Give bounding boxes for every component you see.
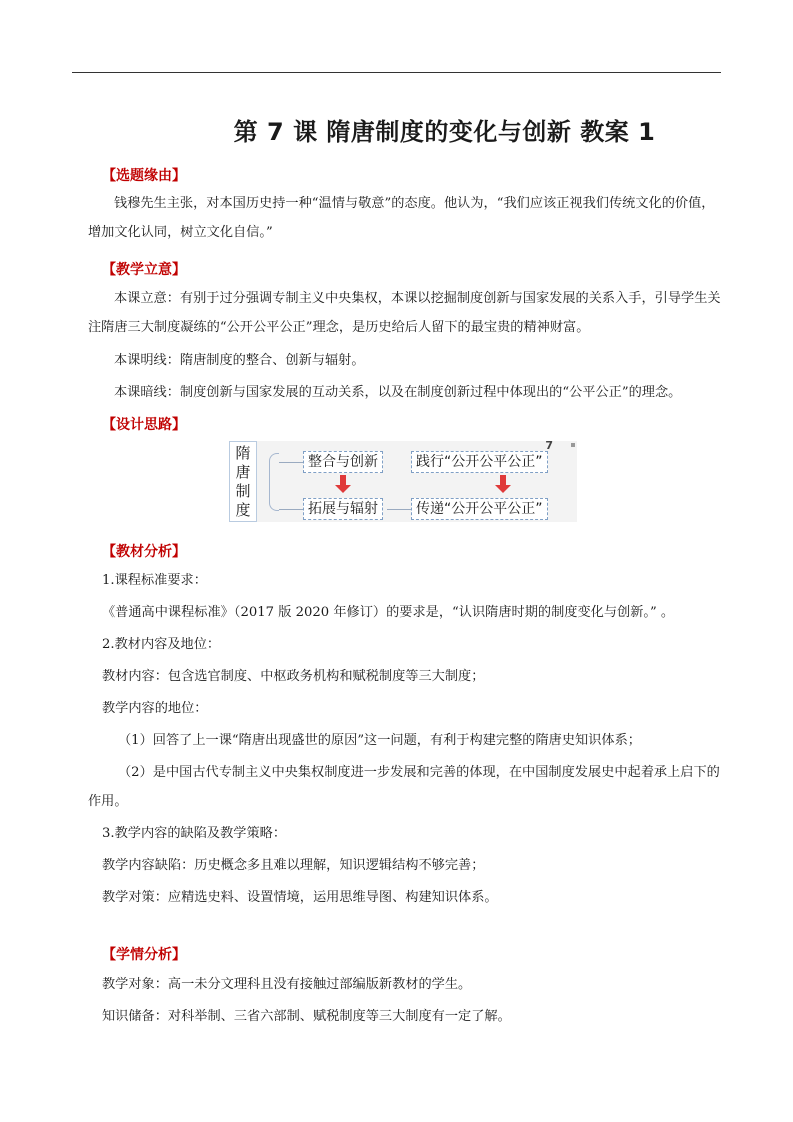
diagram-corner-mark: 7 [545,439,553,452]
diagram-connector [279,462,303,463]
diagram-char-3: 制 [235,482,251,500]
header-rule [72,72,721,73]
diagram-box-expansion: 拓展与辐射 [303,498,383,520]
textbook-status-2: （2）是中国古代专制主义中央集权制度进一步发展和完善的体现，在中国制度发展史中起着承上启下的作用。 [88,765,720,809]
textbook-defect: 教学内容缺陷：历史概念多且难以理解，知识逻辑结构不够完善； [102,858,485,873]
diagram-resize-handle [571,443,575,447]
diagram-box-practice: 践行“公开公平公正” [411,451,548,473]
diagram-arrow-shaft [500,475,506,485]
textbook-status-label: 教学内容的地位： [102,701,208,716]
diagram-char-4: 度 [235,501,251,519]
diagram-box-transmission: 传递“公开公平公正” [411,498,548,520]
textbook-content: 教材内容：包含选官制度、中枢政务机构和赋税制度等三大制度； [102,669,485,684]
diagram-arrow-shaft [340,475,346,485]
textbook-standard: 《普通高中课程标准》（2017 版 2020 年修订）的要求是，“认识隋唐时期的制度变化与创新。” 。 [102,605,675,620]
section-heading-rationale: 【选题缘由】 [102,168,186,184]
diagram-brace [269,453,279,511]
purpose-paragraph: 本课立意：有别于过分强调专制主义中央集权，本课以挖掘制度创新与国家发展的关系入手，引导学生关注隋唐三大制度凝练的“公开公平公正”理念，是历史给后人留下的最宝贵的精神财富。 [88,291,721,335]
diagram-left-label [229,441,257,522]
textbook-item-1: 1.课程标准要求： [102,573,207,588]
diagram-arrow-head [495,485,511,493]
students-knowledge: 知识储备：对科举制、三省六部制、赋税制度等三大制度有一定了解。 [102,1009,511,1024]
diagram-char-2: 唐 [235,463,251,481]
section-heading-purpose: 【教学立意】 [102,262,186,278]
diagram-char-1: 隋 [235,444,251,462]
students-target: 教学对象：高一未分文理科且没有接触过部编版新教材的学生。 [102,977,472,992]
diagram-connector [279,509,303,510]
textbook-item-3: 3.教学内容的缺陷及教学策略： [102,826,287,841]
diagram-arrow-head [335,485,351,493]
implicit-line-paragraph: 本课暗线：制度创新与国家发展的互动关系，以及在制度创新过程中体现出的“公平公正”的理念。 [114,385,682,400]
textbook-status-1: （1）回答了上一课“隋唐出现盛世的原因”这一问题，有利于构建完整的隋唐史知识体系； [118,733,641,748]
section-heading-design: 【设计思路】 [102,417,186,433]
textbook-strategy: 教学对策：应精选史料、设置情境，运用思维导图、构建知识体系。 [102,890,498,905]
textbook-item-2: 2.教材内容及地位： [102,637,221,652]
diagram-box-integration: 整合与创新 [303,451,383,473]
rationale-paragraph: 钱穆先生主张，对本国历史持一种“温情与敬意”的态度。他认为，“我们应该正视我们传统文化的价值，增加文化认同，树立文化自信。” [88,196,715,240]
diagram-connector [387,509,413,510]
design-diagram [229,441,577,522]
section-heading-textbook: 【教材分析】 [102,544,186,560]
section-heading-students: 【学情分析】 [102,947,186,963]
explicit-line-paragraph: 本课明线：隋唐制度的整合、创新与辐射。 [114,353,365,368]
page-title: 第 7 课 隋唐制度的变化与创新 教案 1 [233,118,656,146]
